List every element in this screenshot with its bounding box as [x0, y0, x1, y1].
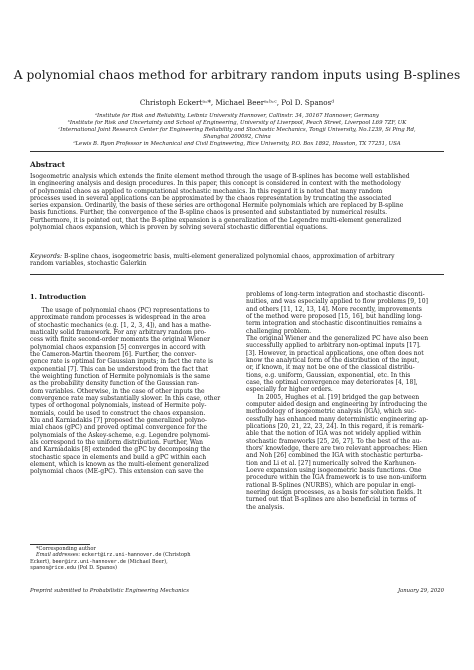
body-line: neering design processes, as a basis for solution fields. It — [246, 488, 422, 496]
body-line: Xiu and Karniadakis [7] proposed the generalized polyno- — [30, 416, 207, 424]
email-link-spanos[interactable]: spanos@rice.edu — [30, 565, 77, 572]
body-line: tions, e.g. uniform, Gaussian, exponential, etc. In this — [246, 371, 411, 379]
body-line: procedure within the IGA framework is to use non-uniform — [246, 474, 427, 482]
section-heading: 1. Introduction — [30, 293, 87, 301]
body-line: computer aided design and engineering by introducing the — [246, 400, 428, 408]
body-line: the weighting function of Hermite polynomials is the same — [30, 372, 211, 380]
body-line: methodology of isogeometric analysis (IGA), which suc- — [246, 408, 417, 416]
body-line: exponential [7]. This can be understood from the fact that — [30, 365, 209, 373]
abstract-body — [30, 173, 444, 231]
body-line: polynomial chaos (ME-gPC). This extension can save the — [30, 468, 204, 476]
body-line: gence rate is optimal for Gaussian inputs; in fact the rate is — [30, 358, 213, 366]
body-line: The usage of polynomial chaos (PC) representations to — [30, 307, 210, 314]
keywords — [30, 253, 444, 268]
keywords-line: B-spline chaos, isogeometric basis, multi-element generalized polynomial chaos, approximation of arbitrary — [62, 253, 395, 260]
email-owner: (Michael Beer), — [126, 558, 168, 565]
author-list: Christoph Eckertᵃ˒*, Michael Beerᵃ˒ᵇ˒ᶜ, Pol D. Spanosᵈ — [139, 98, 335, 107]
email-link-beer[interactable]: beer@irz.uni-hannover.de — [52, 558, 126, 565]
paper-title: A polynomial chaos method for arbitrary random inputs using B-splines — [13, 68, 461, 82]
right-column — [246, 291, 444, 511]
body-line: cessfully has enhanced many deterministic engineering ap- — [246, 415, 429, 423]
body-line: stochastic frameworks [25, 26, 27]. To the best of the au- — [246, 437, 422, 445]
affiliation-d: ᵈLewis B. Ryon Professor in Mechanical and Civil Engineering, Rice University, P.O. Box 1892, Houston, TX 77251, USA — [73, 141, 401, 148]
abstract-line: Furthermore, it is pointed out, that the B-spline expansion is a generalization of the Legendre multi-element generalized — [30, 216, 402, 224]
date-footer: January 29, 2020 — [397, 588, 444, 594]
body-line: as the probability density function of the Gaussian ran- — [30, 380, 200, 388]
left-column — [30, 307, 228, 476]
body-line: know the analytical form of the distribution of the input, — [246, 356, 420, 364]
body-line: polynomials of the Askey-scheme, e.g. Legendre polynomi- — [30, 431, 211, 439]
email-owner: (Christoph — [161, 552, 191, 559]
abstract-line: in engineering analysis and design procedures. In this paper, this concept is considered in context with the methodology — [30, 180, 401, 188]
email-owner: Eckert), — [30, 558, 53, 565]
body-line: problems of long-term integration and stochastic disconti- — [246, 291, 425, 298]
body-line: turned out that B-splines are also beneficial in terms of — [246, 496, 416, 504]
body-line: the Cameron-Martin theorem [6]. Further, the conver- — [30, 350, 197, 358]
affiliations — [20, 113, 454, 148]
body-line: element, which is known as the multi-element generalized — [30, 460, 209, 468]
body-line: nuities, and was especially applied to flow problems [9, 10] — [246, 298, 428, 306]
abstract-top-rule — [30, 151, 444, 152]
body-line: case, the optimal convergence may deteriorates [4, 18], — [246, 378, 418, 386]
corresponding-author-note: *Corresponding author — [36, 546, 96, 552]
footnote — [30, 546, 230, 572]
body-line: dom variables. Otherwise, in the case of other inputs the — [30, 387, 205, 395]
abstract-line: series expansion. Ordinarily, the basis of these series are orthogonal Hermite polynomials which are replaced by B-spline — [30, 202, 404, 209]
abstract-line: polynomial chaos expansion, which is proven by solving several stochastic differential equations. — [30, 223, 328, 231]
body-line: successfully applied to arbitrary non-optimal inputs [17]. — [246, 342, 421, 350]
email-link-eckert[interactable]: eckert@irz.uni-hannover.de — [81, 552, 162, 559]
body-line: of the method were proposed [15, 16], but handling long- — [246, 312, 423, 320]
body-line: and others [11, 12, 13, 14]. More recently, improvements — [246, 305, 422, 313]
body-line: In 2005, Hughes et al. [19] bridged the gap between — [246, 393, 420, 401]
body-line: The original Wiener and the generalized PC have also been — [246, 334, 429, 342]
body-line: challenging problem. — [246, 327, 312, 335]
affiliation-a: ᵃInstitute for Risk and Reliability, Leibniz University Hannover, Callinstr. 34, 30167 Hannover, Germany — [95, 113, 379, 119]
preprint-footer: Preprint submitted to Probabilistic Engineering Mechanics — [30, 588, 189, 594]
abstract-heading: Abstract — [30, 160, 66, 169]
body-line: of stochastic mechanics (e.g. [1, 2, 3, 4]), and has a mathe- — [30, 321, 212, 329]
affiliation-c: ᶜInternational Joint Research Center for Engineering Reliability and Stochastic Mechanics, Tongji University, No.1239, Si Ping Rd, — [58, 127, 416, 134]
body-line: thors' knowledge, there are two relevant approaches: Hien — [246, 444, 428, 452]
body-line: stochastic space in elements and build a gPC within each — [30, 453, 207, 461]
abstract-line: Isogeometric analysis which extends the finite element method through the usage of B-splines has become well established — [30, 173, 410, 180]
body-line: and Karniadakis [8] extended the gPC by decomposing the — [30, 446, 211, 454]
body-line: Loeve expansion using isogeometric basis functions. One — [246, 466, 422, 474]
body-line: [3]. However, in practical applications, one often does not — [246, 349, 424, 357]
body-line: polynomial chaos expansion [5] converges in accord with — [30, 343, 206, 351]
body-line: convergence rate may substantially slower. In this case, other — [30, 394, 221, 402]
abstract-line: of polynomial chaos as applied to computational stochastic mechanics. In this regard it is noted that many random — [30, 187, 383, 195]
keywords-line: random variables, stochastic Galerkin — [30, 260, 147, 268]
body-line: types of orthogonal polynomials, instead of Hermite poly- — [30, 402, 207, 410]
body-line: rational B-Splines (NURBS), which are popular in engi- — [246, 481, 416, 489]
body-line: and Noh [26] combined the IGA with stochastic perturba- — [246, 452, 423, 460]
email-owner: (Pol D. Spanos) — [76, 565, 118, 572]
body-line: term integration and stochastic discontinuities remains a — [246, 320, 422, 328]
abstract-bottom-rule — [30, 274, 444, 275]
keywords-label: Keywords: — [30, 253, 63, 260]
body-line: approximate random processes is widespread in the area — [30, 314, 206, 322]
email-label: Email addresses: — [36, 552, 82, 559]
body-line: matically solid framework. For any arbitrary random pro- — [30, 328, 207, 336]
abstract-line: processes used in several applications can be approximated by the chaos representation by truncating the associated — [30, 194, 392, 202]
body-line: cess with finite second-order moments the original Wiener — [30, 336, 211, 344]
footnote-rule — [30, 544, 90, 545]
body-line: nomials, could be used to construct the chaos expansion. — [30, 409, 206, 417]
body-line: mial chaos (gPC) and proved optimal convergence for the — [30, 424, 208, 432]
body-line: especially for higher orders. — [246, 386, 333, 394]
body-line: als correspond to the uniform distribution. Further, Wan — [30, 438, 204, 446]
body-line: tion and Li et al. [27] numerically solved the Karhunen- — [246, 459, 417, 467]
body-line: or, if known, it may not be one of the classical distribu- — [246, 364, 415, 372]
affiliation-b: ᵇInstitute for Risk and Uncertainty and School of Engineering, University of Liverpool, Peach Street, Liverpool L69 7ZF, UK — [67, 120, 407, 127]
body-line: able that the notion of IGA was not widely applied within — [246, 430, 422, 438]
body-line: plications [20, 21, 22, 23, 24]. In this regard, it is remark- — [246, 422, 424, 430]
affiliation-c-cont: Shanghai 200092, China — [203, 134, 271, 141]
abstract-line: basis functions. Further, the convergence of the B-spline chaos is presented and substantiated by numerical results. — [30, 209, 388, 217]
body-line: the analysis. — [246, 503, 285, 511]
